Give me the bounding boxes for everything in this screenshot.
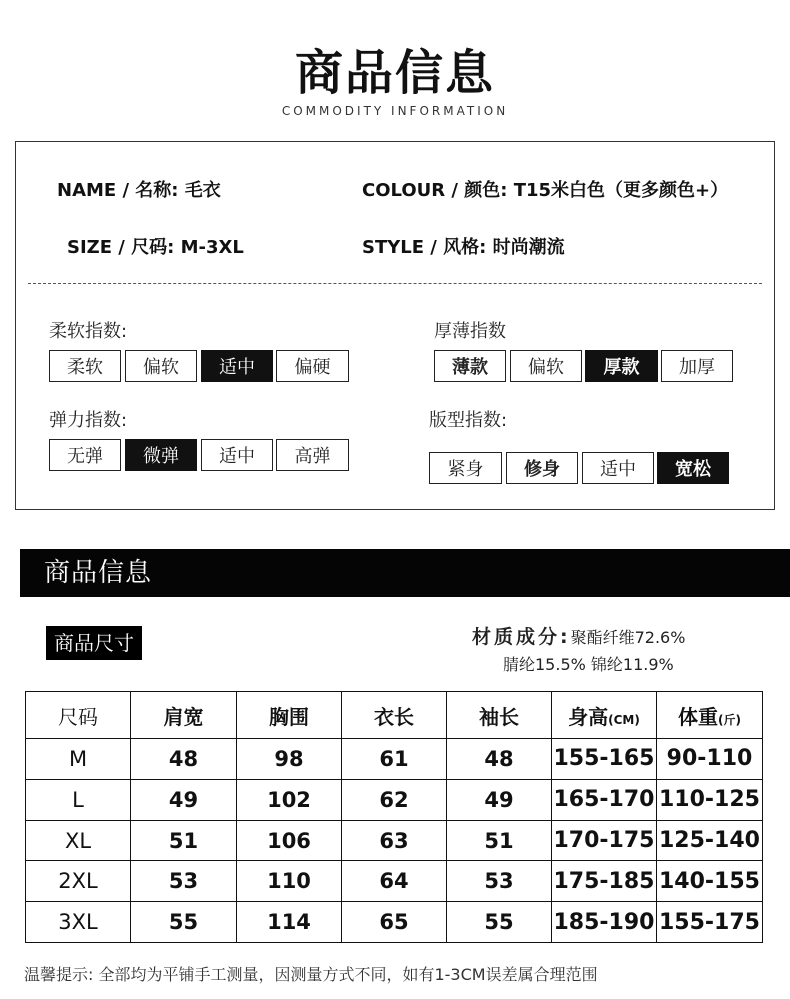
header-cell: 胸围 xyxy=(237,692,342,739)
table-cell: 125-140 xyxy=(657,820,763,861)
size-cell: M xyxy=(26,739,131,780)
table-cell: 62 xyxy=(342,779,447,820)
table-cell: 165-170 xyxy=(552,779,657,820)
page-subtitle: COMMODITY INFORMATION xyxy=(281,104,509,118)
header-cell xyxy=(552,692,657,739)
softness-option: 柔软 xyxy=(49,350,121,382)
table-cell: 98 xyxy=(237,739,342,780)
table-cell: 49 xyxy=(131,779,237,820)
thickness-option: 薄款 xyxy=(434,350,506,382)
softness-option: 偏硬 xyxy=(276,350,349,382)
elasticity-label: 弹力指数: xyxy=(49,410,128,431)
elasticity-option: 适中 xyxy=(201,439,273,471)
table-cell: 55 xyxy=(447,902,552,943)
material-line1: 聚酯纤维72.6% xyxy=(570,628,686,647)
footer-tip: 温馨提示: 全部均为平铺手工测量，因测量方式不同，如有1-3CM误差属合理范围 xyxy=(24,965,598,984)
table-cell: 140-155 xyxy=(657,861,763,902)
info-colour: COLOUR / 颜色: T15米白色（更多颜色+） xyxy=(362,180,729,201)
info-name: NAME / 名称: 毛衣 xyxy=(57,180,221,201)
thickness-option: 偏软 xyxy=(510,350,582,382)
header-height: 身高 xyxy=(568,704,609,729)
header-cell: 肩宽 xyxy=(131,692,237,739)
header-height-unit: (CM) xyxy=(608,712,640,727)
table-cell: 48 xyxy=(447,739,552,780)
table-cell: 65 xyxy=(342,902,447,943)
section-banner: 商品信息 xyxy=(20,549,790,597)
table-row xyxy=(26,902,763,943)
table-cell: 110 xyxy=(237,861,342,902)
table-cell: 106 xyxy=(237,820,342,861)
table-cell: 185-190 xyxy=(552,902,657,943)
softness-label: 柔软指数: xyxy=(49,321,128,342)
table-header-row xyxy=(26,692,763,739)
header-cell: 袖长 xyxy=(447,692,552,739)
table-cell: 102 xyxy=(237,779,342,820)
elasticity-option: 微弹 xyxy=(125,439,197,471)
table-cell: 114 xyxy=(237,902,342,943)
table-row xyxy=(26,820,763,861)
table-cell: 55 xyxy=(131,902,237,943)
size-cell: L xyxy=(26,779,131,820)
header-weight: 体重 xyxy=(678,704,718,729)
thickness-option: 加厚 xyxy=(661,350,733,382)
header-cell: 尺码 xyxy=(26,692,131,739)
size-cell: 2XL xyxy=(26,861,131,902)
info-panel xyxy=(15,141,775,510)
fit-label: 版型指数: xyxy=(429,410,508,431)
table-cell: 51 xyxy=(131,820,237,861)
elasticity-option: 高弹 xyxy=(276,439,349,471)
header-cell: 衣长 xyxy=(342,692,447,739)
table-cell: 63 xyxy=(342,820,447,861)
table-cell: 90-110 xyxy=(657,739,763,780)
table-cell: 175-185 xyxy=(552,861,657,902)
fit-option: 适中 xyxy=(582,452,654,484)
header-weight-unit: (斤) xyxy=(718,712,741,727)
dashed-divider xyxy=(28,283,762,284)
size-cell: XL xyxy=(26,820,131,861)
table-cell: 170-175 xyxy=(552,820,657,861)
table-cell: 53 xyxy=(131,861,237,902)
size-table xyxy=(25,691,763,943)
fit-option: 宽松 xyxy=(657,452,729,484)
material-info xyxy=(472,622,685,649)
table-cell: 61 xyxy=(342,739,447,780)
material-line2: 腈纶15.5% 锦纶11.9% xyxy=(503,655,674,674)
table-cell: 49 xyxy=(447,779,552,820)
table-row xyxy=(26,861,763,902)
info-style: STYLE / 风格: 时尚潮流 xyxy=(362,237,565,258)
table-cell: 155-175 xyxy=(657,902,763,943)
table-cell: 48 xyxy=(131,739,237,780)
table-cell: 53 xyxy=(447,861,552,902)
table-cell: 155-165 xyxy=(552,739,657,780)
softness-option: 适中 xyxy=(201,350,273,382)
table-row xyxy=(26,779,763,820)
thickness-option: 厚款 xyxy=(585,350,658,382)
table-cell: 110-125 xyxy=(657,779,763,820)
thickness-label: 厚薄指数 xyxy=(434,321,506,342)
info-size: SIZE / 尺码: M-3XL xyxy=(67,237,244,258)
fit-option: 修身 xyxy=(506,452,578,484)
table-row xyxy=(26,739,763,780)
fit-option: 紧身 xyxy=(429,452,502,484)
material-label: 材质成分: xyxy=(472,626,571,648)
header-cell xyxy=(657,692,763,739)
table-cell: 64 xyxy=(342,861,447,902)
size-cell: 3XL xyxy=(26,902,131,943)
softness-option: 偏软 xyxy=(125,350,197,382)
page-title: 商品信息 xyxy=(294,45,495,101)
table-cell: 51 xyxy=(447,820,552,861)
size-tag: 商品尺寸 xyxy=(46,626,142,660)
elasticity-option: 无弹 xyxy=(49,439,121,471)
